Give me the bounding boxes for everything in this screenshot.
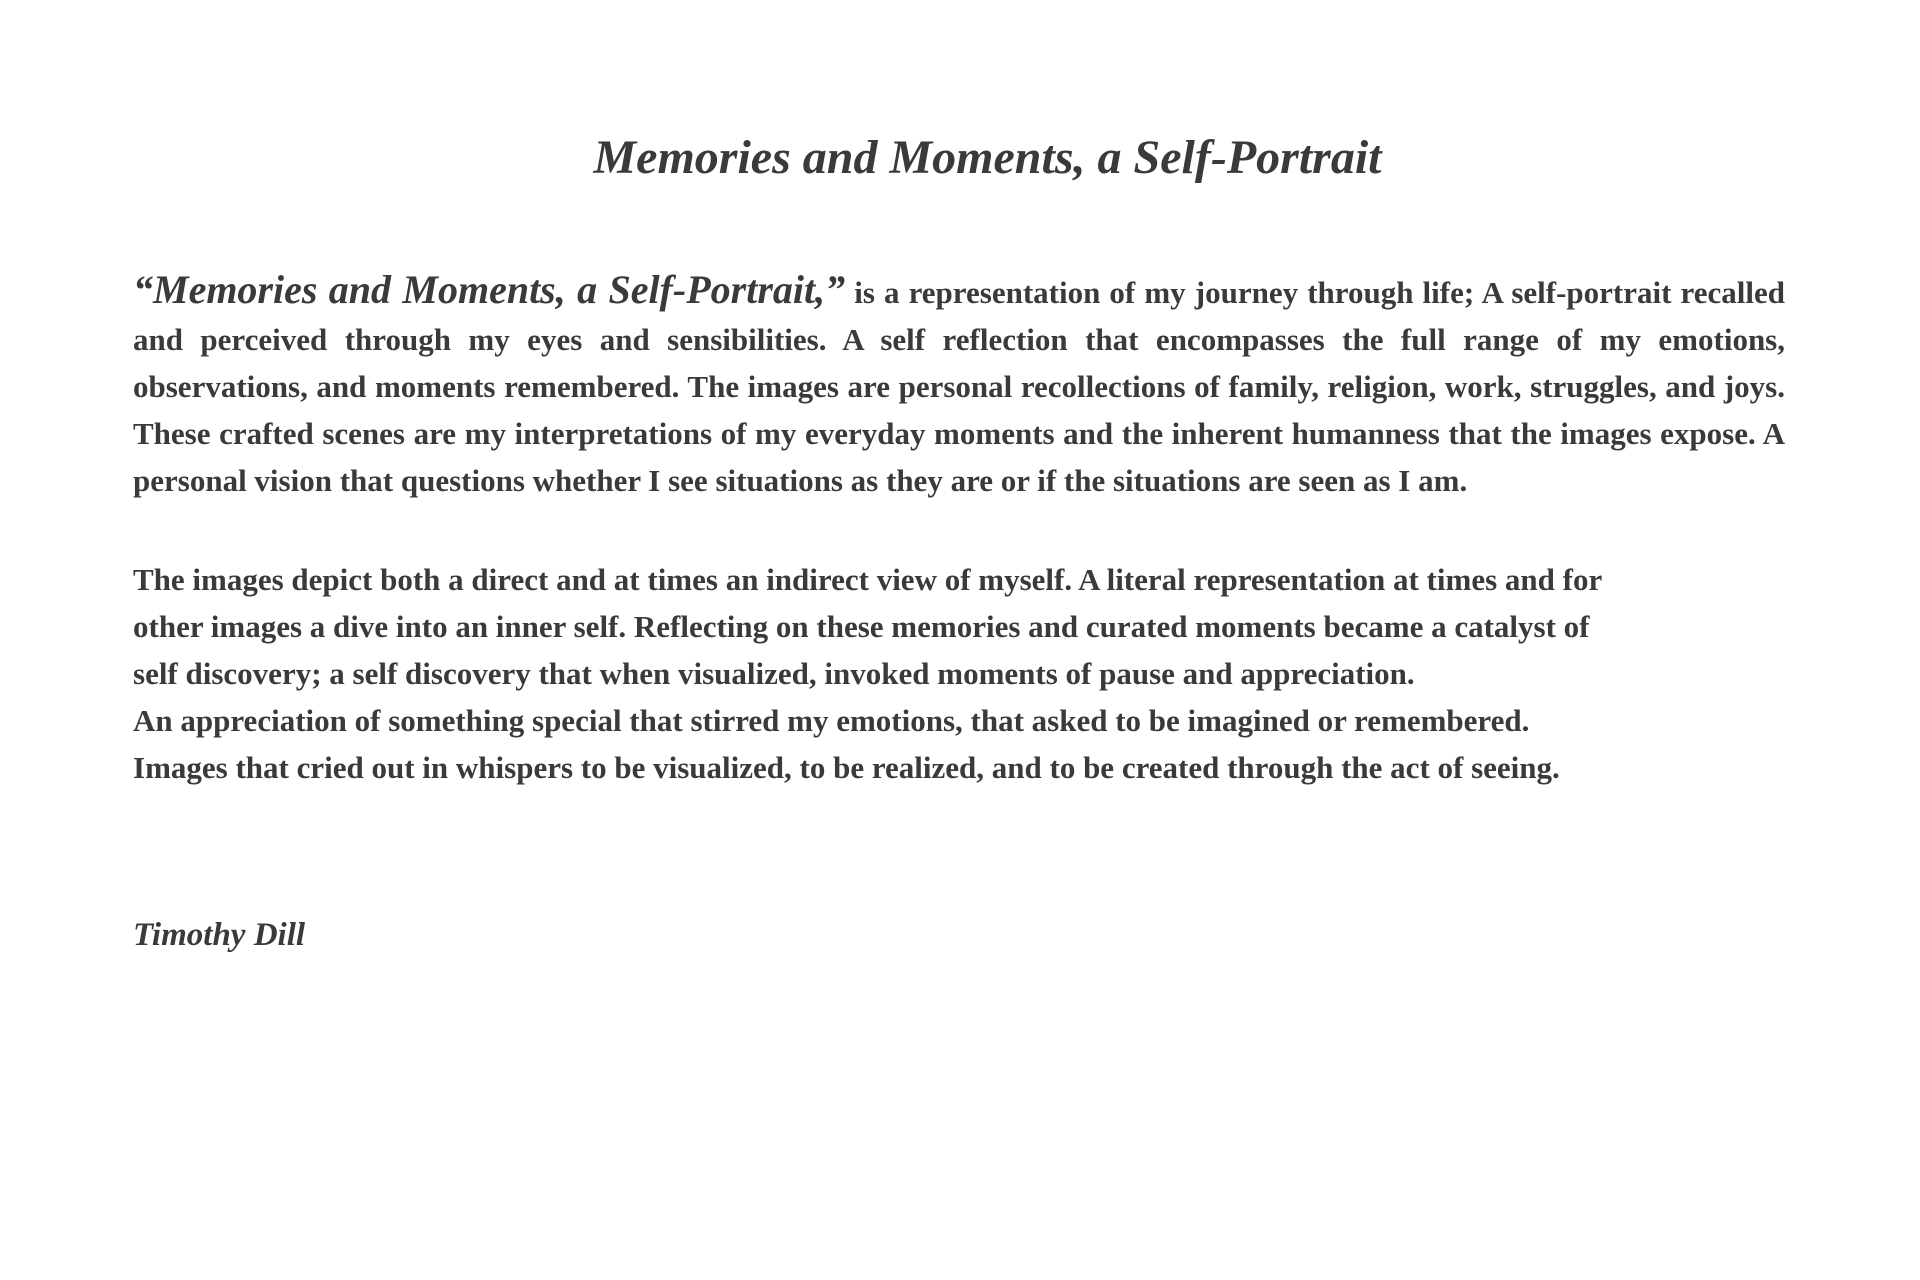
statement-paragraph-1-text: is a representation of my journey through life; A self-portrait recalled and perceived through my eyes and sensibilities. A self reflection that encompasses the full range of my emotions, observations, and moments remembered. The images are personal recollections of family, religion, work, struggles, and joys. These crafted scenes are my interpretations of my everyday moments and the inherent humanness that the images expose. A personal vision that questions whether I see situations as they are or if the situations are seen as I am. xyxy=(133,275,1785,498)
statement-lead-quote: “Memories and Moments, a Self-Portrait,” xyxy=(133,267,846,312)
statement-line: The images depict both a direct and at times an indirect view of myself. A literal representation at times and for xyxy=(133,562,1603,597)
statement-line: Images that cried out in whispers to be visualized, to be realized, and to be created through the act of seeing. xyxy=(133,750,1560,785)
artist-statement-paragraph-2 xyxy=(133,556,1785,791)
statement-line: self discovery; a self discovery that when visualized, invoked moments of pause and appreciation. xyxy=(133,656,1415,691)
artist-statement-paragraph-1 xyxy=(133,266,1785,504)
statement-line: other images a dive into an inner self. Reflecting on these memories and curated moments became a catalyst of xyxy=(133,609,1590,644)
author-signature: Timothy Dill xyxy=(133,917,306,953)
statement-line: An appreciation of something special that stirred my emotions, that asked to be imagined or remembered. xyxy=(133,703,1530,738)
page-title: Memories and Moments, a Self-Portrait xyxy=(593,131,1382,184)
